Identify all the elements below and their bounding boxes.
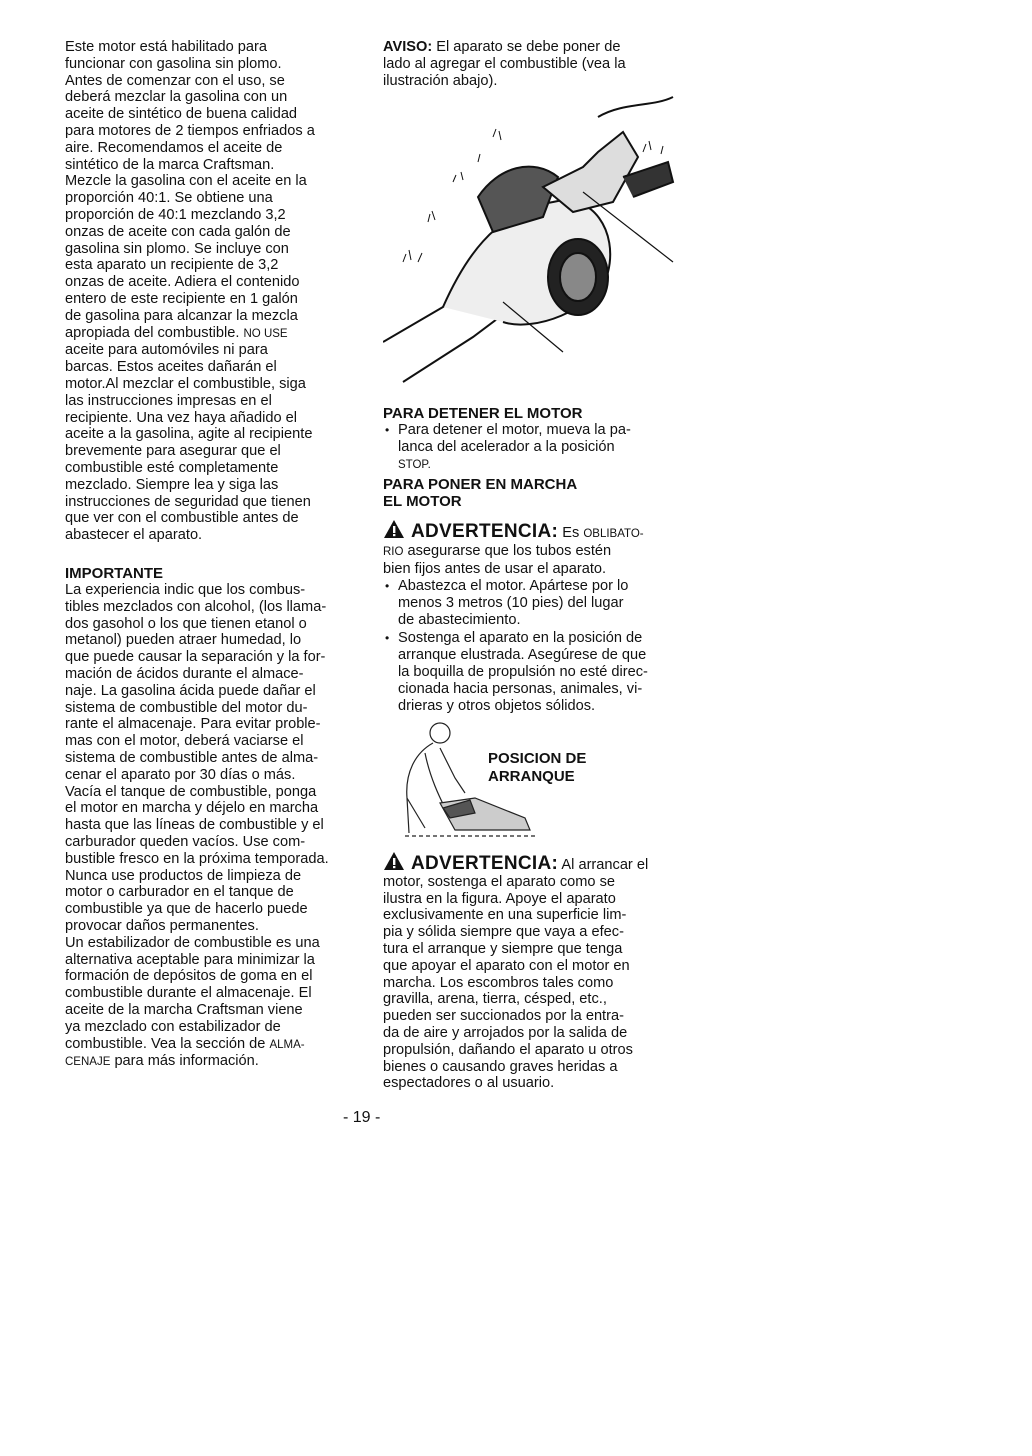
intro-text: Este motor está habilitado para funcionar con gasolina sin plomo. Antes de comenzar con el uso, se deberá mezclar la gasolina con un aceite de sintético de buena calidad para motores de 2 tiempos enfriados a aire. Recomendamos el aceite de sintético de la marca Craftsman. Mezcle la gasolina con el aceite en la proporción 40:1. Se obtiene una proporción de 40:1 mezclando 3,2 onzas de aceite con cada galón de gasolina sin plomo. Se incluye con esta aparato un recipiente de 3,2 onzas de aceite. Adiera el contenido entero de este recipiente en 1 galón de gasolina para alcanzar la mezcla apropiada del combustible. bbox=[65, 39, 315, 341]
no-use-caps: NO USE bbox=[243, 327, 288, 340]
detener-bullet bbox=[383, 422, 683, 473]
intro-text-rest: aceite para automóviles ni para barcas. Estos aceites dañarán el motor.Al mezclar el combustible, siga las instrucciones impresas en el recipiente. Una vez haya añadido el aceite a la gasolina, agite al recipiente brevemente para asegurar que el combustible esté completamente mezclado. Siempre lea y siga las instrucciones de seguridad que tienen que ver con el combustible antes de abastecer el aparato. bbox=[65, 342, 313, 544]
detener-heading: PARA DETENER EL MOTOR bbox=[383, 405, 583, 422]
warning-triangle-icon bbox=[383, 851, 405, 871]
importante-heading: IMPORTANTE bbox=[65, 565, 164, 582]
warning-1-label: ADVERTENCIA: bbox=[411, 521, 559, 542]
fueling-illustration bbox=[383, 92, 683, 387]
start-step: • Abastezca el motor. Apártese por lo menos 3 metros (10 pies) del lugar de abastecimiento. bbox=[383, 578, 683, 628]
warning-1-caps: OBLIBATO- RIO bbox=[383, 528, 644, 558]
start-steps-list bbox=[383, 578, 683, 716]
importante-end: para más información. bbox=[114, 1053, 259, 1070]
warning-1-text: asegurarse que los tubos estén bien fijos antes de usar el aparato. bbox=[383, 542, 612, 577]
figure-caption: POSICION DE ARRANQUE bbox=[488, 750, 587, 785]
warning-2-text: motor, sostenga el aparato como se ilustra en la figura. Apoye el aparato exclusivamente en una superficie lim- pia y sólida siempre que vaya a efec- tura el arranque y siempre que tenga que apoyar el aparato con el motor en marcha. Los escombros tales como gravilla, arena, tierra, césped, etc., pueden ser succionados por la entra- da de aire y arrojados por la salida de propulsión, dañando el aparato u otros bienes o causando graves heridas a espectadores o al usuario. bbox=[383, 873, 633, 1092]
almacenaje-caps-2: CENAJE bbox=[65, 1056, 111, 1069]
warning-triangle-icon bbox=[383, 519, 405, 539]
aviso-text: El aparato se debe poner de lado al agregar el combustible (vea la ilustración abajo). bbox=[383, 39, 626, 89]
stop-caps: STOP. bbox=[398, 458, 431, 471]
aviso-paragraph bbox=[383, 39, 683, 89]
start-step: • Sostenga el aparato en la posición de arranque elustrada. Asegúrese de que la boquilla de propulsión no esté direc- cionada hacia personas, animales, vi- drieras y otros objetos sólidos. bbox=[383, 630, 683, 714]
warning-2-label: ADVERTENCIA: bbox=[411, 853, 559, 874]
aviso-label: AVISO: bbox=[383, 39, 433, 55]
almacenaje-caps-1: ALMA- bbox=[269, 1038, 305, 1051]
warning-2-first: Al arrancar el bbox=[561, 857, 649, 873]
warning-1-es: Es bbox=[562, 525, 580, 541]
importante-body bbox=[65, 582, 370, 1071]
poner-heading: PARA PONER EN MARCHA EL MOTOR bbox=[383, 476, 578, 510]
warning-2 bbox=[383, 851, 683, 1092]
warning-1 bbox=[383, 519, 683, 577]
detener-text: Para detener el motor, mueva la pa- lanca del acelerador a la posición bbox=[398, 422, 631, 455]
page-number: - 19 - bbox=[343, 1109, 381, 1126]
importante-text: La experiencia indic que los combus- tibles mezclados con alcohol, (los llama- dos gasohol o los que tienen etanol o metanol) pueden atraer humedad, lo que puede causar la separación y la for- mación de ácidos durante el almace- naje. La gasolina ácida puede dañar el sistema de combustible del motor du- rante el almacenaje. Para evitar proble- mas con el motor, deberá vaciarse el sistema de combustible antes de alma- cenar el aparato por 30 días o más. Vacía el tanque de combustible, ponga el motor en marcha y déjelo en marcha hasta que las líneas de combustible y el carburador queden vacíos. Use com- bustible fresco en la próxima temporada. Nunca use productos de limpieza de motor o carburador en el tanque de combustible ya que de hacerlo puede provocar daños permanentes. Un estabilizador de combustible es una alternativa aceptable para minimizar la formación de depósitos de goma en el combustible durante el almacenaje. El aceite de la marcha Craftsman viene ya mezclado con estabilizador de combustible. Vea la sección de bbox=[65, 582, 329, 1052]
intro-paragraph bbox=[65, 39, 370, 544]
detener-list bbox=[383, 422, 683, 475]
